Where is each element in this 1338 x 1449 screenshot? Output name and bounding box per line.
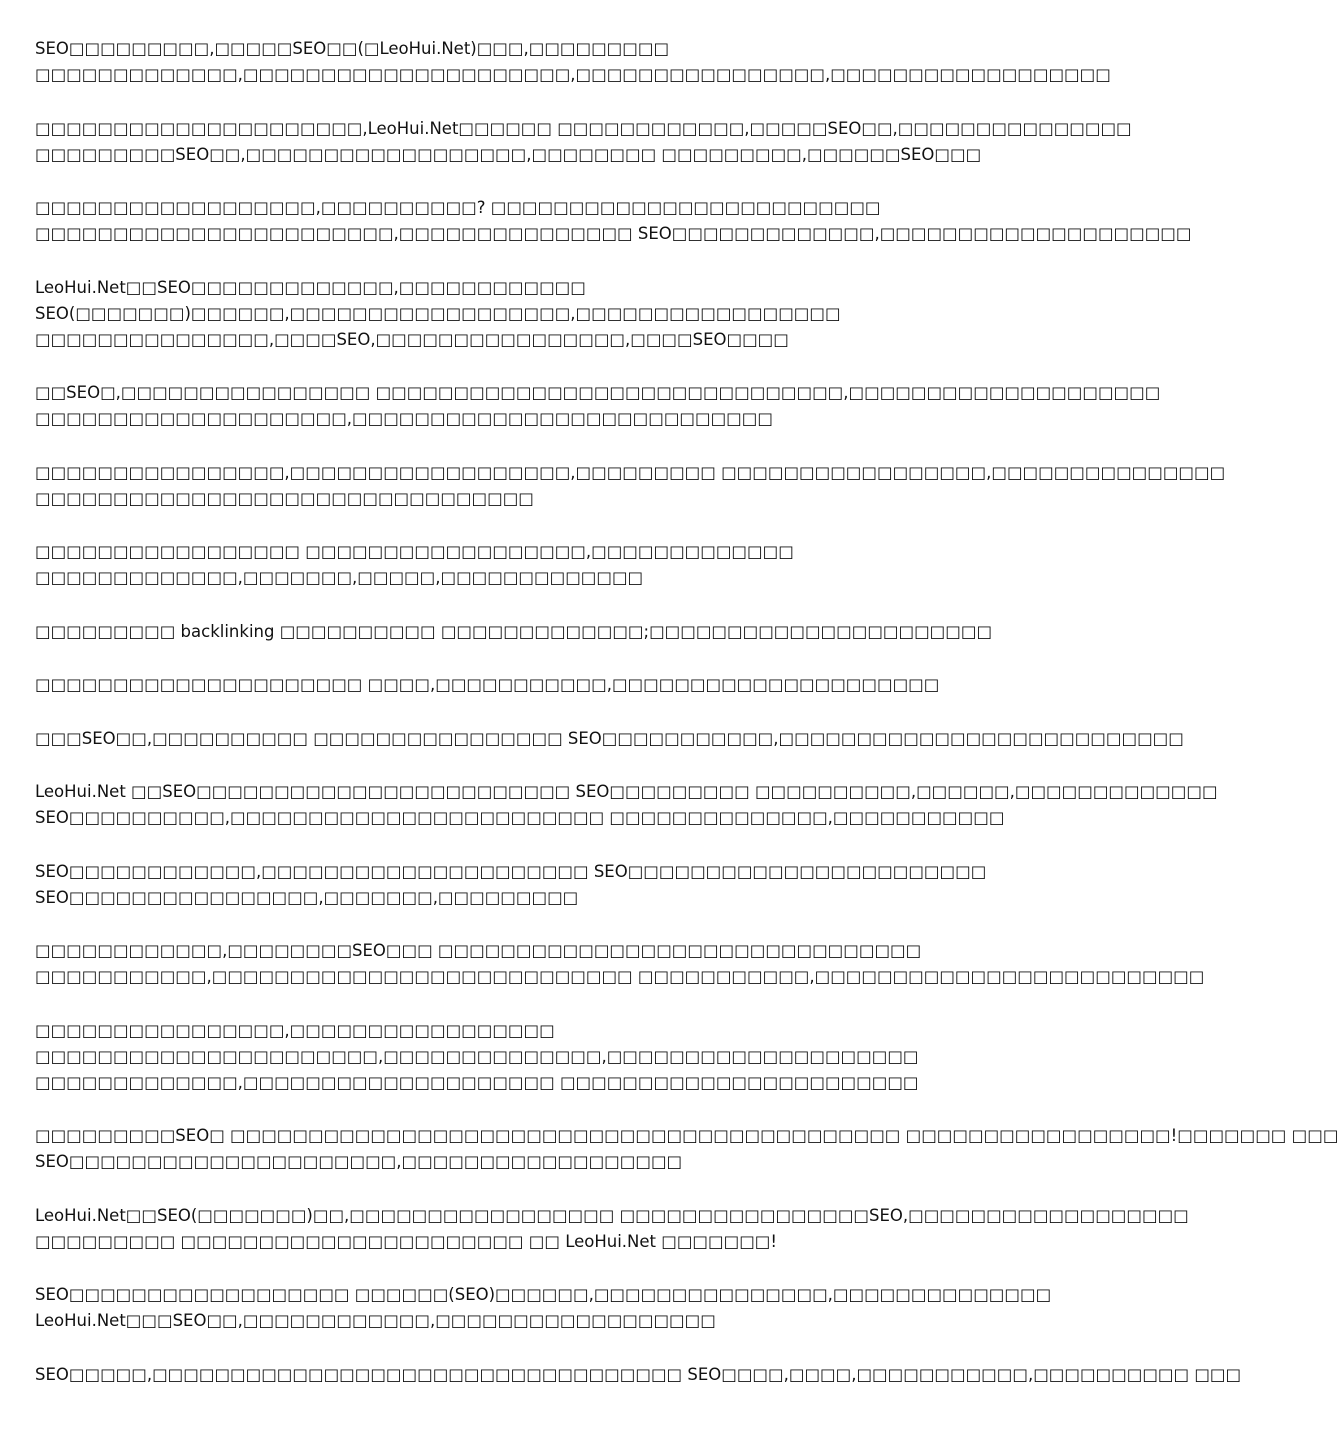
text-line: □□□□□□□□□□□□,□□□□□□□□SEO□□□ □□□□□□□□□□□□□□□□□□□□□□□□□□□□□□□	[35, 941, 922, 960]
document-body	[35, 36, 1338, 1415]
text-line: □□SEO□,□□□□□□□□□□□□□□□□ □□□□□□□□□□□□□□□□□□□□□□□□□□□□□□,□□□□□□□□□□□□□□□□□□□□	[35, 383, 1161, 402]
text-line: □□□□□□□□□□□□□□□□□ □□□□□□□□□□□□□□□□□□,□□□□□□□□□□□□□	[35, 542, 794, 561]
paragraph	[35, 1203, 1189, 1255]
text-line: □□□□□□□□□□□□□□□□□□□□,□□□□□□□□□□□□□□□□□□□□□□□□□□□	[35, 409, 773, 428]
paragraph	[35, 460, 1226, 512]
paragraph	[35, 1282, 1052, 1334]
text-line: LeoHui.Net□□SEO(□□□□□□□)□□,□□□□□□□□□□□□□□□□□ □□□□□□□□□□□□□□□□SEO,□□□□□□□□□□□□□□□□□□	[35, 1205, 1189, 1225]
text-line: □□□□□□□□□□□□□,□□□□□□□□□□□□□□□□□□□□ □□□□□□□□□□□□□□□□□□□□□□□	[35, 1072, 919, 1092]
text-line: SEO□□□□□□□□□□□□,□□□□□□□□□□□□□□□□□□□□□ SEO□□□□□□□□□□□□□□□□□□□□□□□	[35, 861, 987, 881]
text-line: □□□□□□□□□□□□□□□□□□,□□□□□□□□□□? □□□□□□□□□□□□□□□□□□□□□□□□□	[35, 198, 881, 217]
text-line: □□□□□□□□□□□□□□□□,□□□□□□□□□□□□□□□□□	[35, 1020, 555, 1040]
text-line: LeoHui.Net□□□SEO□□,□□□□□□□□□□□□,□□□□□□□□□□□□□□□□□□	[35, 1311, 716, 1330]
paragraph	[35, 539, 995, 591]
text-line: SEO□□□□□□□□□,□□□□□SEO□□(□LeoHui.Net)□□□,□□□□□□□□□	[35, 39, 670, 58]
text-line: □□□□□□□□□SEO□ □□□□□□□□□□□□□□□□□□□□□□□□□□□□□□□□□□□□□□□□□□□ □□□□□□□□□□□□□□□□□!□□□□□□□ □□□	[35, 1126, 1338, 1145]
paragraph	[35, 116, 1132, 168]
text-line: LeoHui.Net □□SEO□□□□□□□□□□□□□□□□□□□□□□□□ SEO□□□□□□□□□ □□□□□□□□□□,□□□□□□,□□□□□□□□□□□□□	[35, 782, 1218, 801]
text-line: □□□□□□□□□□□□□□□□□□□□□□□,□□□□□□□□□□□□□□□ SEO□□□□□□□□□□□□□,□□□□□□□□□□□□□□□□□□□□	[35, 224, 1192, 243]
text-line: □□□□□□□□□SEO□□,□□□□□□□□□□□□□□□□□□,□□□□□□□□ □□□□□□□□□,□□□□□□SEO□□□	[35, 144, 982, 164]
paragraph	[35, 195, 1192, 247]
paragraph	[35, 938, 1205, 990]
paragraph	[35, 275, 995, 353]
text-line: SEO(□□□□□□□)□□□□□□,□□□□□□□□□□□□□□□□□□,□□□□□□□□□□□□□□□□□	[35, 303, 841, 323]
text-line: □□□□□□□□□ □□□□□□□□□□□□□□□□□□□□□□ □□ LeoHui.Net □□□□□□□!	[35, 1231, 777, 1251]
text-line: □□□□□□□□□□□□□,□□□□□□□,□□□□□,□□□□□□□□□□□□□	[35, 568, 644, 587]
paragraph	[35, 1018, 995, 1096]
paragraph	[35, 36, 1111, 88]
paragraph	[35, 1123, 1338, 1175]
text-line: □□□□□□□□□□□□□,□□□□□□□□□□□□□□□□□□□□□,□□□□□□□□□□□□□□□□,□□□□□□□□□□□□□□□□□□	[35, 65, 1111, 84]
text-line: □□□□□□□□□□□□□□□□□□□□□,LeoHui.Net□□□□□□ □□□□□□□□□□□□,□□□□□SEO□□,□□□□□□□□□□□□□□□	[35, 118, 1132, 138]
text-line: SEO□□□□□□□□□□□□□□□□,□□□□□□□,□□□□□□□□□	[35, 887, 579, 907]
text-line: □□□□□□□□□□□□□□□□□□□□□□□□□□□□□□□□	[35, 488, 534, 508]
text-line: □□□□□□□□□□□□□□□,□□□□SEO,□□□□□□□□□□□□□□□□,□□□□SEO□□□□	[35, 329, 789, 349]
text-line: SEO□□□□□□□□□□□□□□□□□□□□□,□□□□□□□□□□□□□□□□□□	[35, 1152, 683, 1171]
text-line: SEO□□□□□□□□□□,□□□□□□□□□□□□□□□□□□□□□□□□ □□□□□□□□□□□□□□,□□□□□□□□□□□	[35, 808, 1005, 827]
paragraph	[35, 619, 995, 645]
paragraph	[35, 1362, 1242, 1388]
text-line: □□□□□□□□□ backlinking □□□□□□□□□□ □□□□□□□□□□□□□;□□□□□□□□□□□□□□□□□□□□□□	[35, 621, 993, 641]
text-line: □□□□□□□□□□□□□□□□,□□□□□□□□□□□□□□□□□□,□□□□□□□□□ □□□□□□□□□□□□□□□□□,□□□□□□□□□□□□□□□	[35, 462, 1226, 482]
paragraph	[35, 859, 995, 911]
text-line: □□□□□□□□□□□□□□□□□□□□□ □□□□,□□□□□□□□□□□,□□□□□□□□□□□□□□□□□□□□□	[35, 675, 940, 694]
text-line: □□□□□□□□□□□□□□□□□□□□□□,□□□□□□□□□□□□□□,□□□□□□□□□□□□□□□□□□□□	[35, 1046, 919, 1066]
text-line: LeoHui.Net□□SEO□□□□□□□□□□□□□,□□□□□□□□□□□□	[35, 277, 586, 297]
text-line: SEO□□□□□□□□□□□□□□□□□□ □□□□□□(SEO)□□□□□□,□□□□□□□□□□□□□□□,□□□□□□□□□□□□□□	[35, 1285, 1052, 1304]
paragraph	[35, 672, 995, 698]
paragraph	[35, 779, 1218, 831]
paragraph	[35, 726, 1184, 752]
text-line: □□□□□□□□□□□,□□□□□□□□□□□□□□□□□□□□□□□□□□□ □□□□□□□□□□□,□□□□□□□□□□□□□□□□□□□□□□□□□	[35, 967, 1205, 986]
paragraph	[35, 380, 1161, 432]
text-line: □□□SEO□□,□□□□□□□□□□ □□□□□□□□□□□□□□□□ SEO□□□□□□□□□□□,□□□□□□□□□□□□□□□□□□□□□□□□□□	[35, 728, 1184, 748]
text-line: SEO□□□□□,□□□□□□□□□□□□□□□□□□□□□□□□□□□□□□□□□□ SEO□□□□,□□□□,□□□□□□□□□□□,□□□□□□□□□□ □□□	[35, 1364, 1242, 1384]
